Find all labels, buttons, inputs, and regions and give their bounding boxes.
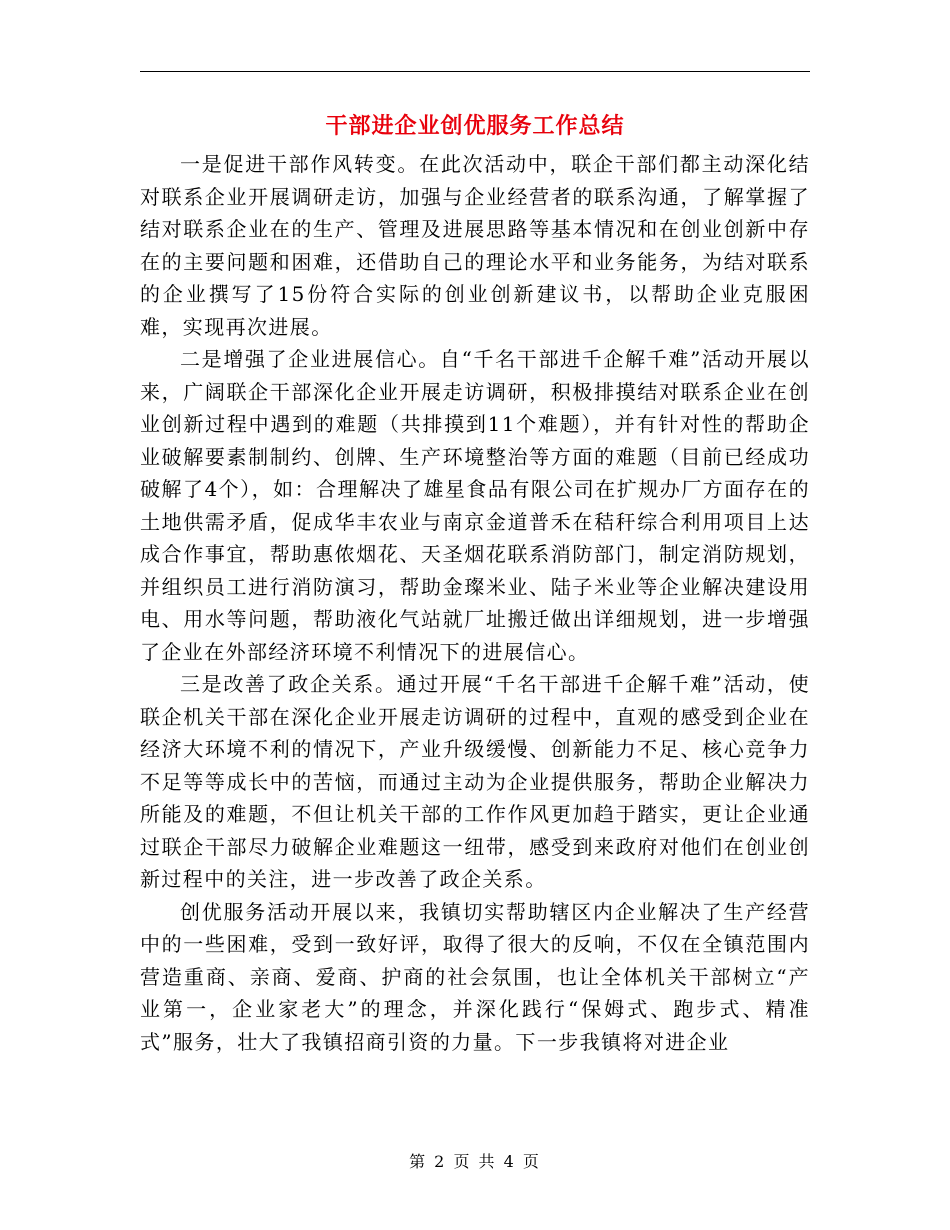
document-body [140,148,810,1058]
page-number: 第 2 页 共 4 页 [409,1152,541,1171]
paragraph-3: 三是改善了政企关系。通过开展“千名干部进千企解千难”活动，使联企机关干部在深化企业开展走访调研的过程中，直观的感受到企业在经济大环境不利的情况下，产业升级缓慢、创新能力不足、核心竞争力不足等等成长中的苦恼，而通过主动为企业提供服务，帮助企业解决力所能及的难题，不但让机关干部的工作作风更加趋于踏实，更让企业通过联企干部尽力破解企业难题这一纽带，感受到来政府对他们在创业创新过程中的关注，进一步改善了政企关系。 [140,672,810,891]
document-title: 干部进企业创优服务工作总结 [325,113,625,139]
paragraph-4: 创优服务活动开展以来，我镇切实帮助辖区内企业解决了生产经营中的一些困难，受到一致好评，取得了很大的反响，不仅在全镇范围内营造重商、亲商、爱商、护商的社会氛围，也让全体机关干部树立“产业第一，企业家老大”的理念，并深化践行“保姆式、跑步式、精准式”服务，壮大了我镇招商引资的力量。下一步我镇将对进企业 [140,899,810,1054]
paragraph-1: 一是促进干部作风转变。在此次活动中，联企干部们都主动深化结对联系企业开展调研走访，加强与企业经营者的联系沟通，了解掌握了结对联系企业在的生产、管理及进展思路等基本情况和在创业创新中存在的主要问题和困难，还借助自己的理论水平和业务能务，为结对联系的企业撰写了15份符合实际的创业创新建议书，以帮助企业克服困难，实现再次进展。 [140,152,810,339]
paragraph-2: 二是增强了企业进展信心。自“千名干部进千企解千难”活动开展以来，广阔联企干部深化企业开展走访调研，积极排摸结对联系企业在创业创新过程中遇到的难题（共排摸到11个难题），并有针对性的帮助企业破解要素制制约、创牌、生产环境整治等方面的难题（目前已经成功破解了4个），如：合理解决了雄星食品有限公司在扩规办厂方面存在的土地供需矛盾，促成华丰农业与南京金道普禾在秸秆综合利用项目上达成合作事宜，帮助惠侬烟花、天圣烟花联系消防部门，制定消防规划，并组织员工进行消防演习，帮助金璨米业、陆子米业等企业解决建设用电、用水等问题，帮助液化气站就厂址搬迁做出详细规划，进一步增强了企业在外部经济环境不利情况下的进展信心。 [140,347,810,664]
header-rule [140,71,810,72]
